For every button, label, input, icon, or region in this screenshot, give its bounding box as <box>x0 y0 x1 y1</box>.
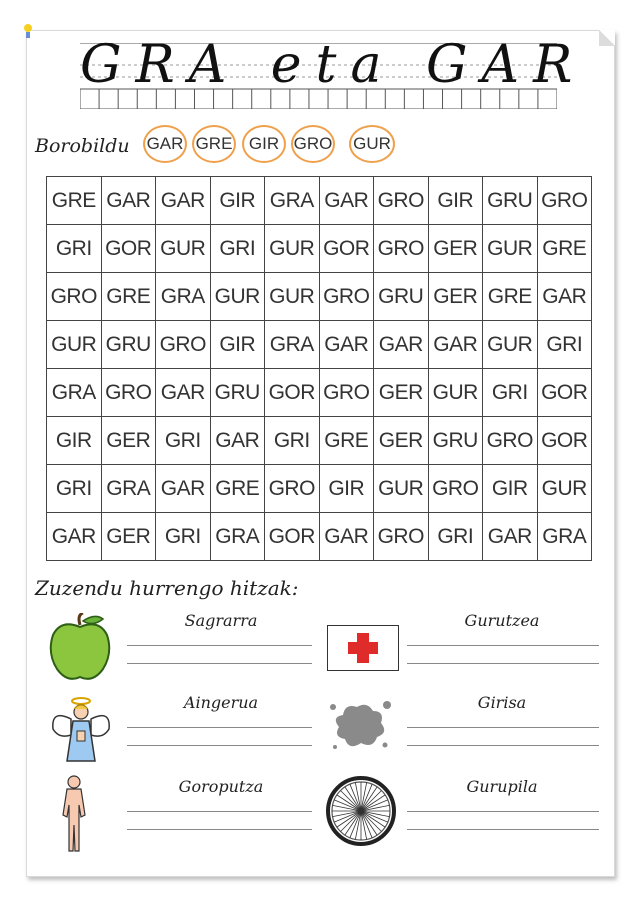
apple-icon <box>47 613 113 681</box>
answer-line <box>407 745 599 746</box>
grid-cell: GRO <box>47 273 102 321</box>
grid-cell: GRI <box>483 369 538 417</box>
grid-cell: GIR <box>210 177 265 225</box>
grid-cell: GRA <box>47 369 102 417</box>
grid-cell: GRU <box>101 321 156 369</box>
grid-cell: GER <box>374 369 429 417</box>
grid-cell: GOR <box>101 225 156 273</box>
grid-cell: GRO <box>374 513 429 561</box>
grid-cell: GIR <box>319 465 374 513</box>
grid-cell: GAR <box>319 321 374 369</box>
grid-row <box>47 273 592 321</box>
grid-cell: GRO <box>428 465 483 513</box>
grid-cell: GRO <box>374 225 429 273</box>
grid-cell: GRE <box>47 177 102 225</box>
grid-row <box>47 225 592 273</box>
grid-cell: GRO <box>319 369 374 417</box>
answer-line <box>127 745 312 746</box>
page-fold <box>599 30 615 46</box>
pin-icon <box>21 23 35 41</box>
grid-cell: GAR <box>428 321 483 369</box>
word-to-correct: Gurutzea <box>464 611 540 630</box>
grid-cell: GIR <box>47 417 102 465</box>
grid-cell: GRO <box>319 273 374 321</box>
grid-cell: GAR <box>537 273 592 321</box>
answer-line <box>127 727 312 728</box>
syllable-circle: GAR <box>143 125 187 163</box>
grid-cell: GRU <box>210 369 265 417</box>
grid-row <box>47 177 592 225</box>
grid-cell: GUR <box>265 273 320 321</box>
red-cross-icon <box>327 625 399 671</box>
title-block <box>80 35 587 109</box>
wheel-icon <box>325 775 397 847</box>
section-heading: Zuzendu hurrengo hitzak: <box>35 576 299 600</box>
body-icon <box>57 775 91 853</box>
grid-cell: GIR <box>428 177 483 225</box>
grid-cell: GUR <box>428 369 483 417</box>
grid-cell: GRO <box>265 465 320 513</box>
grid-cell: GUR <box>483 321 538 369</box>
grid-cell: GUR <box>374 465 429 513</box>
answer-line <box>407 727 599 728</box>
grid-cell: GAR <box>156 369 211 417</box>
syllable-circle: GRE <box>192 125 236 163</box>
grid-cell: GIR <box>483 465 538 513</box>
answer-line <box>127 811 312 812</box>
grid-cell: GUR <box>47 321 102 369</box>
word-to-correct: Girisa <box>477 693 527 712</box>
answer-line <box>407 663 599 664</box>
grid-cell: GRO <box>483 417 538 465</box>
syllable-circle: GRO <box>291 125 335 163</box>
grid-cell: GRI <box>156 417 211 465</box>
syllable-circle: GIR <box>242 125 286 163</box>
answer-line <box>407 829 599 830</box>
grid-cell: GAR <box>483 513 538 561</box>
grid-row <box>47 369 592 417</box>
grid-cell: GRU <box>428 417 483 465</box>
grid-cell: GOR <box>265 369 320 417</box>
grid-cell: GRO <box>374 177 429 225</box>
grid-cell: GRE <box>483 273 538 321</box>
grid-cell: GRA <box>265 321 320 369</box>
grid-cell: GER <box>101 513 156 561</box>
grid-cell: GOR <box>319 225 374 273</box>
grid-cell: GRI <box>537 321 592 369</box>
grid-row <box>47 465 592 513</box>
grid-cell: GAR <box>47 513 102 561</box>
word-to-correct: Goroputza <box>178 777 264 796</box>
word-to-correct: Gurupila <box>466 777 538 796</box>
grid-cell: GAR <box>156 177 211 225</box>
word-to-correct: Aingerua <box>183 693 259 712</box>
grid-row <box>47 417 592 465</box>
grid-cell: GRE <box>101 273 156 321</box>
grid-cell: GRA <box>265 177 320 225</box>
answer-line <box>127 829 312 830</box>
grid-cell: GAR <box>319 177 374 225</box>
grid-cell: GAR <box>156 465 211 513</box>
grid-cell: GOR <box>537 369 592 417</box>
grid-cell: GUR <box>483 225 538 273</box>
grid-cell: GRO <box>156 321 211 369</box>
grid-cell: GRU <box>483 177 538 225</box>
answer-line <box>407 645 599 646</box>
grid-cell: GOR <box>537 417 592 465</box>
grid-cell: GRA <box>101 465 156 513</box>
grid-cell: GOR <box>265 513 320 561</box>
grid-cell: GRE <box>210 465 265 513</box>
grid-cell: GRE <box>319 417 374 465</box>
grid-cell: GRA <box>156 273 211 321</box>
grid-cell: GRI <box>428 513 483 561</box>
grid-cell: GAR <box>101 177 156 225</box>
grid-cell: GUR <box>537 465 592 513</box>
grid-cell: GRI <box>47 465 102 513</box>
grid-cell: GAR <box>319 513 374 561</box>
grid-cell: GRO <box>101 369 156 417</box>
answer-line <box>127 663 312 664</box>
grid-row <box>47 513 592 561</box>
grid-cell: GER <box>101 417 156 465</box>
worksheet <box>26 30 615 877</box>
grid-cell: GER <box>374 417 429 465</box>
grid-cell: GAR <box>374 321 429 369</box>
grid-cell: GER <box>428 273 483 321</box>
answer-line <box>407 811 599 812</box>
grid-cell: GRI <box>210 225 265 273</box>
angel-icon <box>49 695 113 765</box>
stain-icon <box>327 697 393 751</box>
grid-cell: GRI <box>156 513 211 561</box>
grid-cell: GER <box>428 225 483 273</box>
grid-cell: GIR <box>210 321 265 369</box>
grid-cell: GUR <box>265 225 320 273</box>
word-to-correct: Sagrarra <box>184 611 258 630</box>
syllable-circle: GUR <box>349 125 395 163</box>
answer-line <box>127 645 312 646</box>
syllable-grid <box>46 176 592 561</box>
circle-instruction: Borobildu <box>35 135 130 157</box>
grid-cell: GRU <box>374 273 429 321</box>
grid-cell: GRA <box>210 513 265 561</box>
grid-cell: GRO <box>537 177 592 225</box>
grid-row <box>47 321 592 369</box>
grid-cell: GUR <box>210 273 265 321</box>
grid-cell: GRI <box>47 225 102 273</box>
grid-cell: GRA <box>537 513 592 561</box>
grid-cell: GRE <box>537 225 592 273</box>
grid-cell: GRI <box>265 417 320 465</box>
grid-cell: GAR <box>210 417 265 465</box>
grid-cell: GUR <box>156 225 211 273</box>
page-title: GRA eta GAR <box>80 35 587 95</box>
